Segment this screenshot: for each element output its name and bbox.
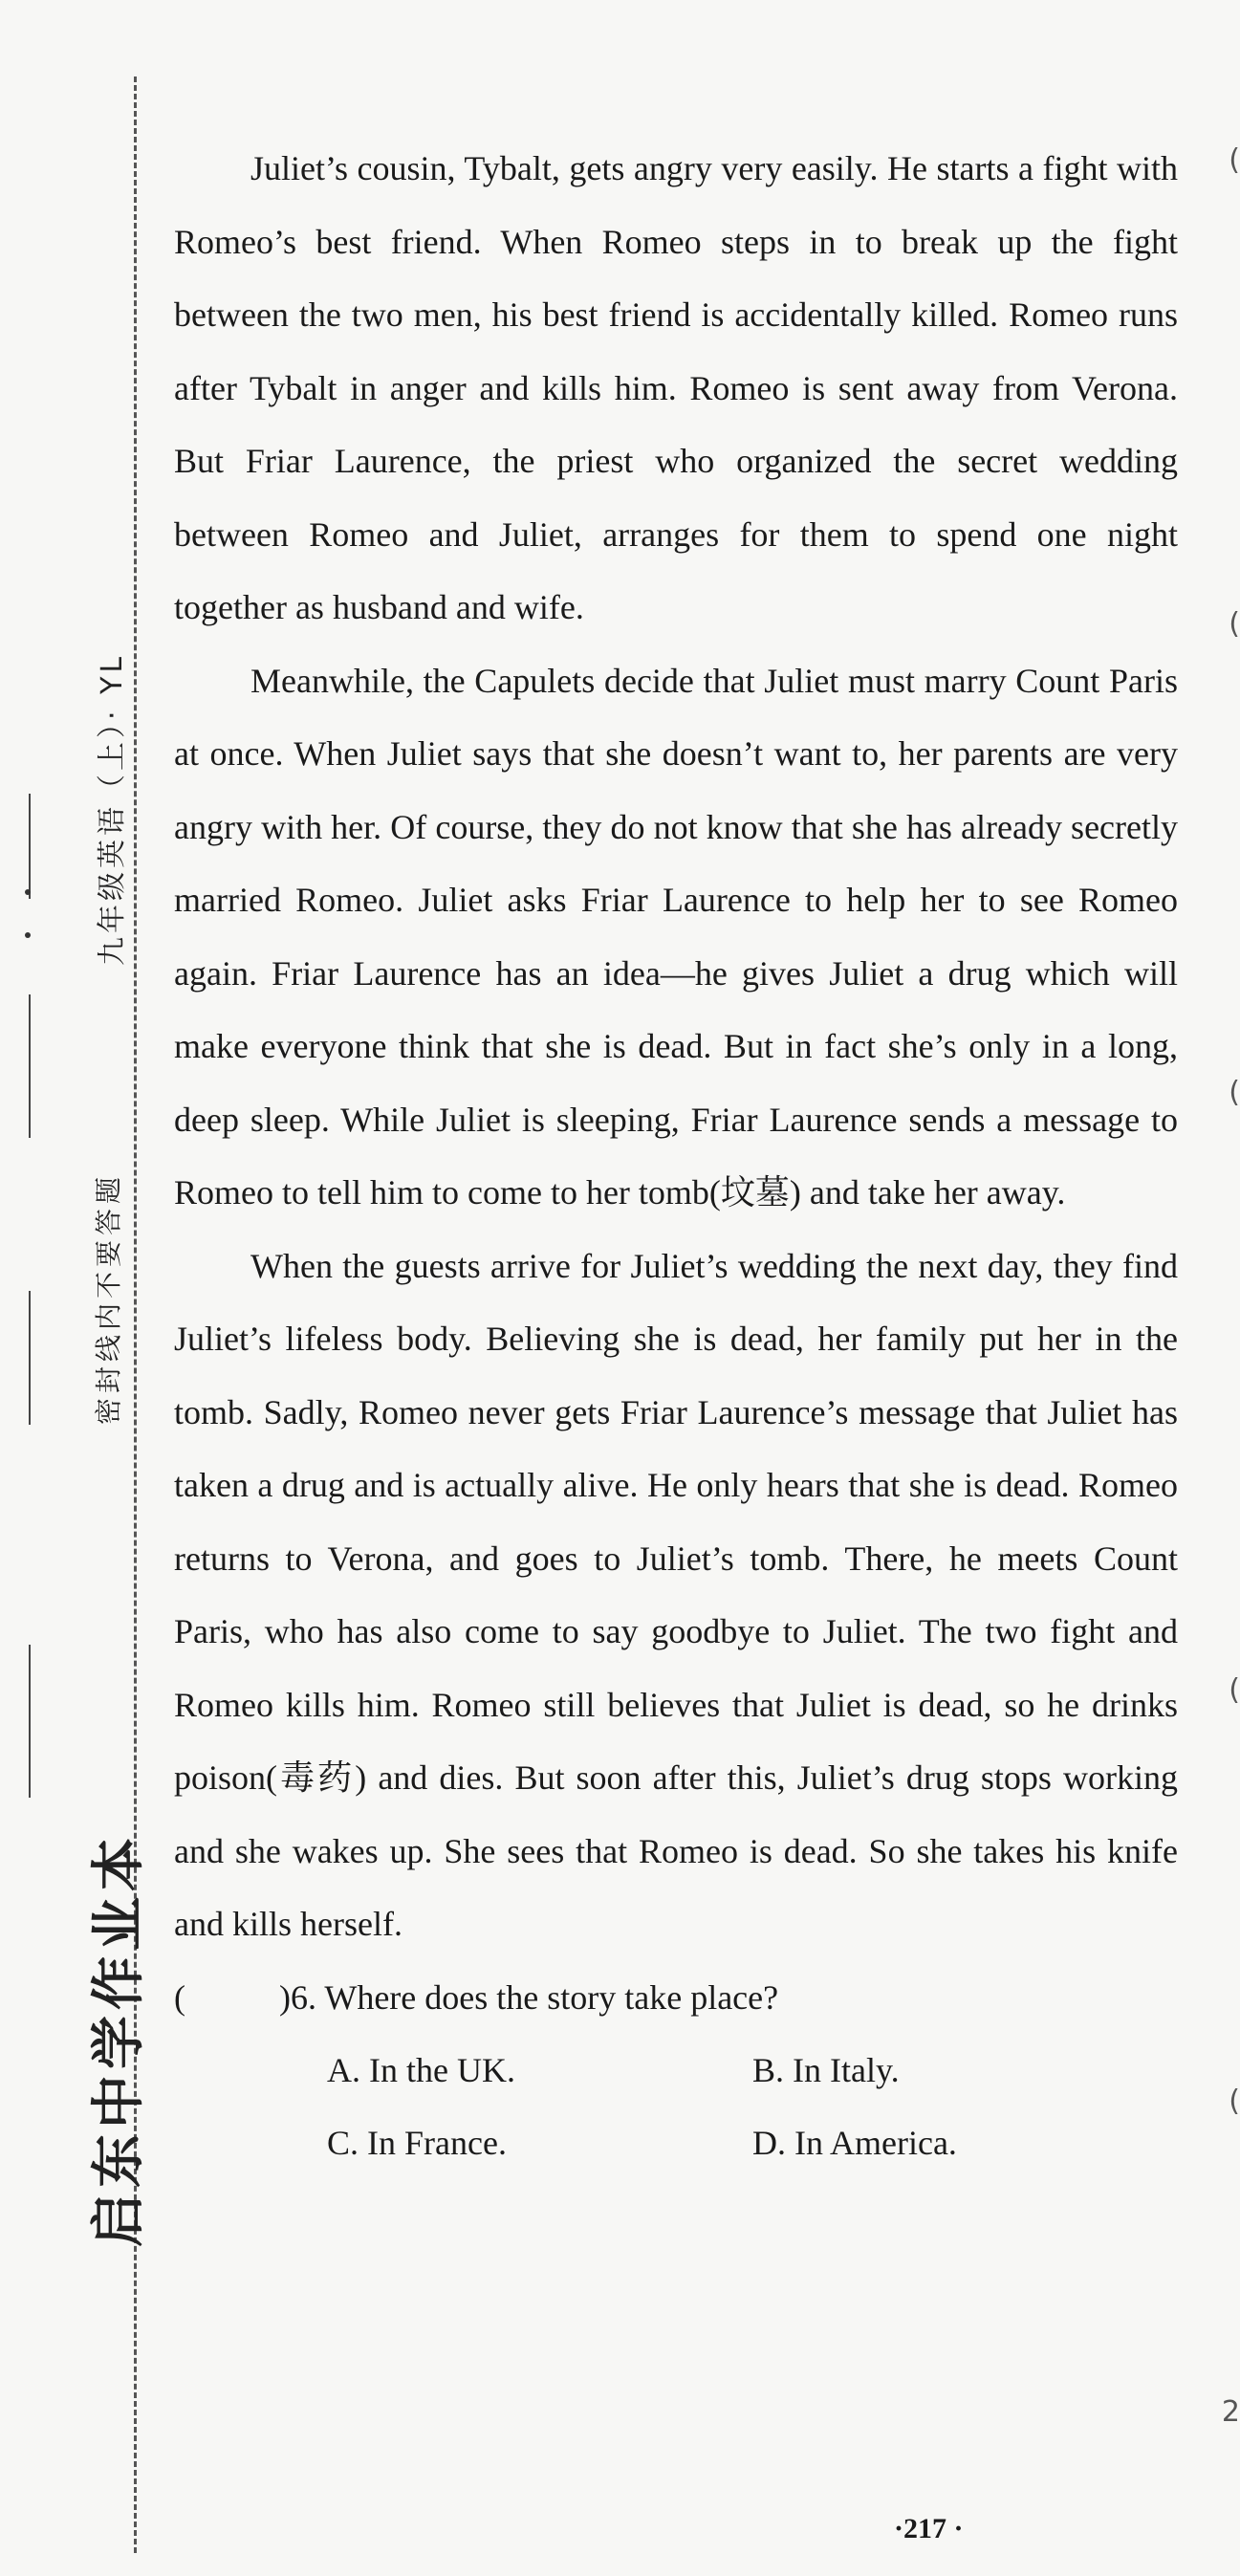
margin-dot	[25, 889, 31, 895]
margin-rule	[29, 1645, 31, 1798]
seal-notice-label: 密封线内不要答题	[93, 1171, 124, 1425]
margin-rule	[29, 994, 31, 1138]
edge-paren-mark: (	[1229, 1673, 1240, 1707]
option-d[interactable]: D. In America.	[752, 2123, 957, 2162]
margin-rule	[29, 1291, 31, 1425]
edge-paren-mark: (	[1229, 2085, 1240, 2118]
option-c[interactable]: C. In France.	[327, 2123, 507, 2162]
question-6	[174, 1961, 1178, 2034]
option-b[interactable]: B. In Italy.	[752, 2050, 900, 2089]
edge-paren-mark: (	[1229, 1076, 1240, 1109]
passage-paragraph-3: When the guests arrive for Juliet’s wedding the next day, they find Juliet’s lifeless body. Believing she is dead, her family put her in the tomb. Sadly, Romeo never gets Friar Laurence’s message that Juliet has taken a drug and is actually alive. He only hears that she is dead. Romeo returns to Verona, and goes to Juliet’s tomb. There, he meets Count Paris, who has also come to say goodbye to Juliet. The two fight and Romeo kills him. Romeo still believes that Juliet is dead, so he drinks poison(毒药) and dies. But soon after this, Juliet’s drug stops working and she wakes up. She sees that Romeo is dead. So she takes his knife and kills herself.	[174, 1246, 1178, 1943]
passage-paragraph-2: Meanwhile, the Capulets decide that Juliet must marry Count Paris at once. When Juliet says that she doesn’t want to, her parents are very angry with her. Of course, they do not know that she has already secretly married Romeo. Juliet asks Friar Laurence to help her to see Romeo again. Friar Laurence has an idea—he gives Juliet a drug which will make everyone think that she is dead. But in fact she’s only in a long, deep sleep. While Juliet is sleeping, Friar Laurence sends a message to Romeo to tell him to come to her tomb(坟墓) and take her away.	[174, 661, 1178, 1212]
school-name-label: 启东中学作业本	[88, 1832, 150, 2247]
edge-fragment-mark: 2	[1221, 2395, 1240, 2429]
edge-paren-mark: (	[1229, 143, 1240, 177]
edge-paren-mark: (	[1229, 607, 1240, 641]
passage-paragraph-1: Juliet’s cousin, Tybalt, gets angry very easily. He starts a fight with Romeo’s best friend. When Romeo steps in to break up the fight between the two men, his best friend is accidentally killed. Romeo runs after Tybalt in anger and kills him. Romeo is sent away from Verona. But Friar Laurence, the priest who organized the secret wedding between Romeo and Juliet, arranges for them to spend one night together as husband and wife.	[174, 149, 1178, 626]
margin-rule	[29, 794, 31, 899]
option-a[interactable]: A. In the UK.	[327, 2050, 515, 2089]
margin-dot	[25, 932, 31, 938]
page-number: ·217 ·	[894, 2513, 964, 2544]
question-text: )6. Where does the story take place?	[279, 1977, 779, 2017]
answer-options	[327, 2034, 1178, 2179]
margin-header-label: 九年级英语（上）· YL	[96, 652, 129, 966]
passage-content	[174, 132, 1178, 2179]
answer-blank[interactable]: (	[174, 1977, 185, 2017]
